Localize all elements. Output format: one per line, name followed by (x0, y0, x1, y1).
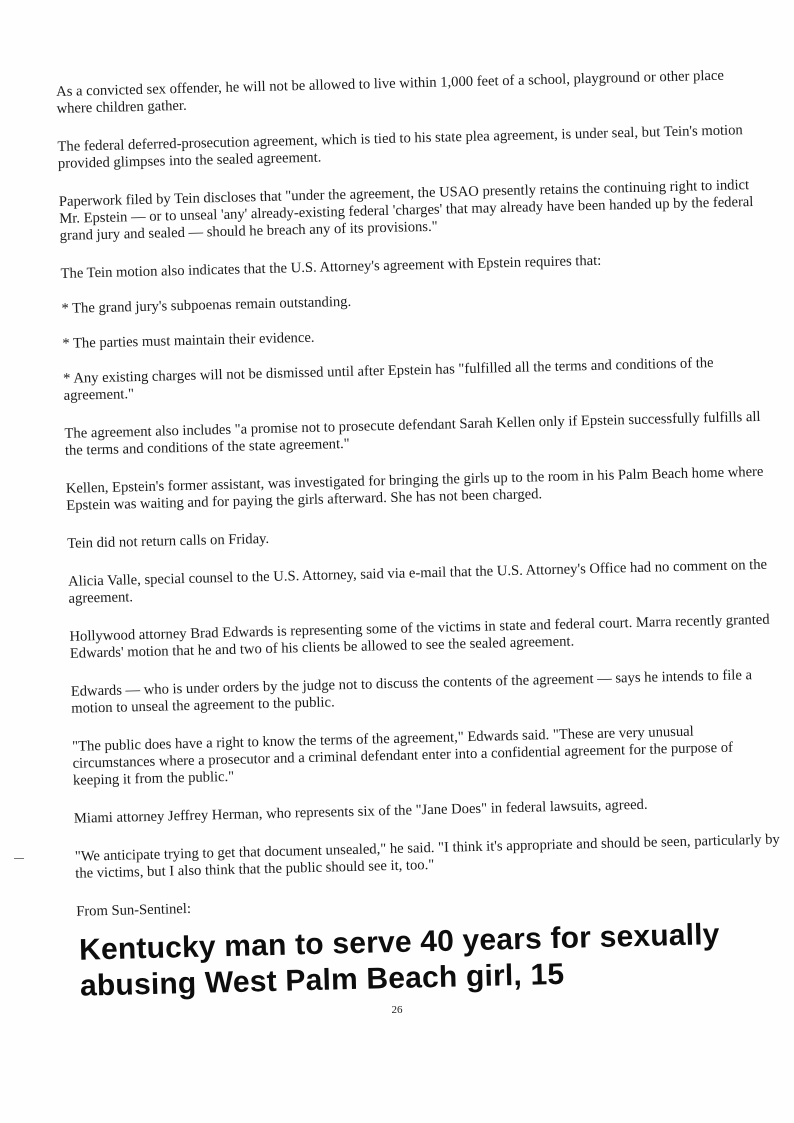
bullet-subpoenas: * The grand jury's subpoenas remain outstanding. (61, 293, 352, 317)
paragraph-sex-offender-restriction: As a convicted sex offender, he will not be allowed to live within 1,000 feet of a school, playground or other place where children gather. (56, 67, 725, 117)
paragraph-herman-quote: "We anticipate trying to get that document unsealed," he said. "I think it's appropriate and should be seen, particularly by the victims, but I also think that the public should see it, too." (74, 831, 780, 882)
paragraph-kellen-promise: The agreement also includes "a promise not to prosecute defendant Sarah Kellen only if Epstein successfully fulfills all the terms and conditions of the state agreement." (64, 408, 761, 459)
article-headline: Kentucky man to serve 40 years for sexually abusing West Palm Beach girl, 15 (78, 918, 720, 1003)
paragraph-edwards-quote: "The public does have a right to know the terms of the agreement," Edwards said. "These are very unusual circumstances where a prosecutor and a criminal defendant enter into a confidential agreement for the purpose of keeping it from the public." (72, 723, 734, 789)
paragraph-herman-agreed: Miami attorney Jeffrey Herman, who represents six of the "Jane Does" in federal lawsuits, agreed. (73, 796, 648, 827)
bullet-evidence: * The parties must maintain their evidence. (62, 329, 315, 352)
paragraph-tein-paperwork: Paperwork filed by Tein discloses that "under the agreement, the USAO presently retains the continuing right to indict Mr. Epstein — or to unseal 'any' already-existing federal 'charges' that may already have been handed up by the federal grand jury and sealed — should he breach any of its provisions." (58, 177, 754, 244)
paragraph-deferred-prosecution: The federal deferred-prosecution agreement, which is tied to his state plea agreement, is under seal, but Tein's motion provided glimpses into the sealed agreement. (57, 122, 743, 172)
page-number: 26 (391, 1004, 403, 1016)
paragraph-valle-comment: Alicia Valle, special counsel to the U.S. Attorney, said via e-mail that the U.S. Attorney's Office had no comment on the agreement. (67, 556, 768, 607)
bullet-charges: * Any existing charges will not be dismissed until after Epstein has "fulfilled all the terms and conditions of the agreement." (63, 355, 714, 404)
article-body (56, 67, 784, 1005)
paragraph-kellen-investigated: Kellen, Epstein's former assistant, was investigated for bringing the girls up to the room in his Palm Beach home where Epstein was waiting and for paying the girls afterward. She has not been charged. (65, 463, 764, 514)
source-line: From Sun-Sentinel: (76, 900, 192, 920)
paragraph-tein-no-return: Tein did not return calls on Friday. (67, 530, 270, 552)
paragraph-edwards-motion: Edwards — who is under orders by the judge not to discuss the contents of the agreement — says he intends to file a motion to unseal the agreement to the public. (70, 667, 753, 717)
paragraph-tein-motion: The Tein motion also indicates that the U.S. Attorney's agreement with Epstein requires that: (60, 252, 602, 282)
paragraph-brad-edwards: Hollywood attorney Brad Edwards is representing some of the victims in state and federal court. Marra recently granted Edwards' motion that he and two of his clients be allowed to see the sealed agreement. (69, 611, 770, 662)
margin-mark (14, 858, 24, 859)
